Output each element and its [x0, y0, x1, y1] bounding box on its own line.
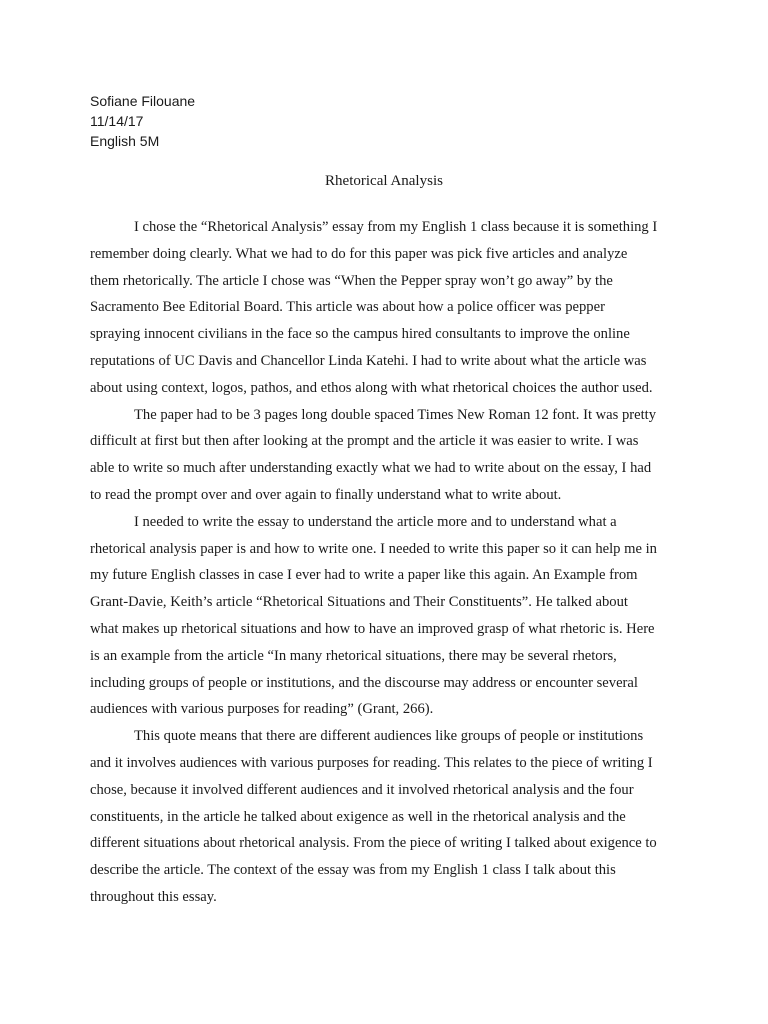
author-name: Sofiane Filouane: [90, 93, 196, 109]
paragraph-line: rhetorical analysis paper is and how to write one. I needed to write this paper so it can help me in: [90, 540, 657, 557]
paragraph: [90, 402, 710, 509]
paragraph-line: I needed to write the essay to understand the article more and to understand what a: [134, 513, 617, 530]
paragraph-line: difficult at first but then after looking at the prompt and the article it was easier to write. I was: [90, 433, 639, 450]
paragraph-line: constituents, in the article he talked about exigence as well in the rhetorical analysis and the: [90, 808, 626, 825]
paragraph-line: my future English classes in case I ever had to write a paper like this again. An Example from: [90, 567, 638, 584]
paragraph-line: Sacramento Bee Editorial Board. This article was about how a police officer was pepper: [90, 299, 605, 316]
document-header: [90, 91, 195, 151]
document-date: 11/14/17: [90, 113, 144, 129]
paragraph-line: throughout this essay.: [90, 888, 217, 905]
paragraph-line: able to write so much after understanding exactly what we had to write about on the essay, I had: [90, 460, 652, 477]
paragraph-line: reputations of UC Davis and Chancellor Linda Katehi. I had to write about what the article was: [90, 352, 647, 369]
paragraph-line: different situations about rhetorical analysis. From the piece of writing I talked about exigence to: [90, 835, 657, 852]
paragraph-line: is an example from the article “In many rhetorical situations, there may be several rhetors,: [90, 647, 617, 664]
paragraph-line: and it involves audiences with various purposes for reading. This relates to the piece of writing I: [90, 754, 653, 771]
paragraph-line: I chose the “Rhetorical Analysis” essay from my English 1 class because it is something I: [134, 219, 658, 235]
course-name: English 5M: [90, 133, 160, 149]
paragraph-line: remember doing clearly. What we had to do for this paper was pick five articles and analyze: [90, 245, 628, 262]
paragraph-line: The paper had to be 3 pages long double spaced Times New Roman 12 font. It was pretty: [134, 406, 657, 423]
paragraph-line: them rhetorically. The article I chose was “When the Pepper spray won’t go away” by the: [90, 272, 613, 289]
paragraph-line: to read the prompt over and over again to finally understand what to write about.: [90, 486, 562, 503]
paragraph-line: audiences with various purposes for reading” (Grant, 266).: [90, 701, 434, 718]
paragraph-line: Grant-Davie, Keith’s article “Rhetorical Situations and Their Constituents”. He talked about: [90, 594, 628, 611]
paragraph-line: chose, because it involved different audiences and it involved rhetorical analysis and the four: [90, 781, 634, 798]
paragraph: [90, 214, 710, 402]
paragraph-line: spraying innocent civilians in the face so the campus hired consultants to improve the online: [90, 326, 630, 343]
document-title: Rhetorical Analysis: [325, 173, 443, 189]
paragraph-line: what makes up rhetorical situations and how to have an improved grasp of what rhetoric is. Here: [90, 620, 655, 637]
paragraph: [90, 509, 710, 723]
paragraph: [90, 723, 710, 911]
document-body: [90, 214, 710, 911]
paragraph-line: about using context, logos, pathos, and ethos along with what rhetorical choices the author used.: [90, 379, 653, 396]
paragraph-line: including groups of people or institutions, and the discourse may address or encounter several: [90, 674, 638, 691]
paragraph-line: describe the article. The context of the essay was from my English 1 class I talk about this: [90, 862, 616, 879]
paragraph-line: This quote means that there are different audiences like groups of people or institutions: [134, 728, 644, 745]
